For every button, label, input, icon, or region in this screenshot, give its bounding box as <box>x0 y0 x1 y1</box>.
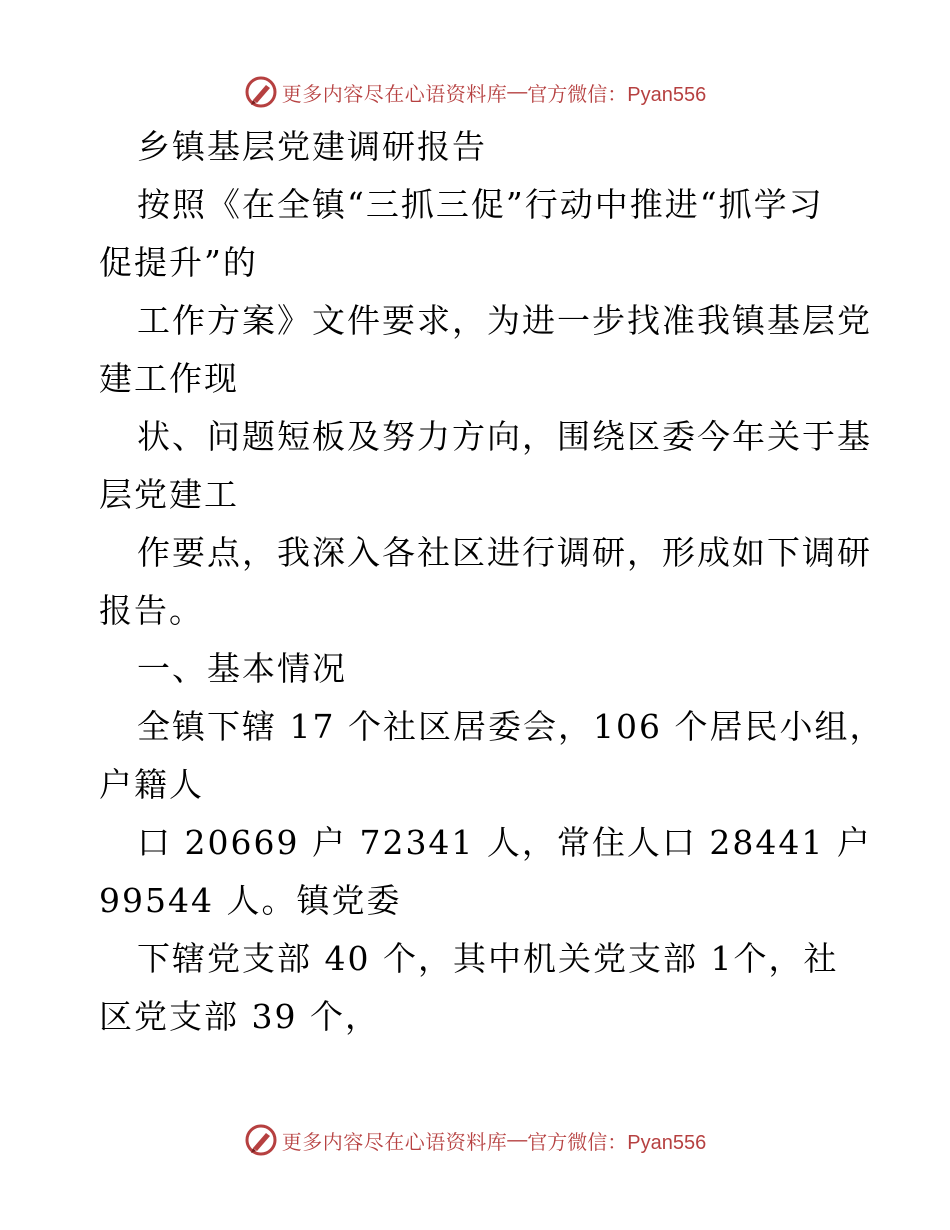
paragraph-line: 状、问题短板及努力方向，围绕区委今年关于基 <box>137 417 872 456</box>
paragraph-line: 全镇下辖 17 个社区居委会，106 个居民小组， <box>137 707 885 746</box>
paragraph-line: 建工作现 <box>99 359 239 398</box>
document-title: 乡镇基层党建调研报告 <box>137 127 487 166</box>
paragraph-line: 层党建工 <box>99 475 239 514</box>
pen-logo-icon <box>244 1123 278 1157</box>
section-heading: 一、基本情况 <box>137 649 347 688</box>
paragraph-line: 99544 人。镇党委 <box>99 881 402 920</box>
document-body <box>99 118 885 1046</box>
paragraph-line: 户籍人 <box>99 765 204 804</box>
watermark-separator: — <box>507 80 528 103</box>
pen-logo-icon <box>244 75 278 109</box>
paragraph-line: 促提升”的 <box>99 243 258 282</box>
paragraph-line: 口 20669 户 72341 人，常住人口 28441 户 <box>137 823 872 862</box>
paragraph-line: 下辖党支部 40 个，其中机关党支部 1个，社 <box>137 939 839 978</box>
watermark-contact-text: 官方微信：Pyan556 <box>527 1131 707 1154</box>
watermark-site-text: 更多内容尽在心语资料库 <box>281 81 508 106</box>
watermark-banner-bottom <box>0 1120 950 1160</box>
paragraph-line: 工作方案》文件要求，为进一步找准我镇基层党 <box>137 301 872 340</box>
watermark-contact-text: 官方微信：Pyan556 <box>527 83 707 106</box>
watermark-banner-top <box>0 72 950 112</box>
watermark-separator: — <box>507 1128 528 1151</box>
paragraph-line: 作要点，我深入各社区进行调研，形成如下调研 <box>137 533 872 572</box>
paragraph-line: 按照《在全镇“三抓三促”行动中推进“抓学习 <box>137 185 824 224</box>
paragraph-line: 区党支部 39 个， <box>99 997 380 1036</box>
watermark-site-text: 更多内容尽在心语资料库 <box>281 1129 508 1154</box>
paragraph-line: 报告。 <box>99 591 204 630</box>
